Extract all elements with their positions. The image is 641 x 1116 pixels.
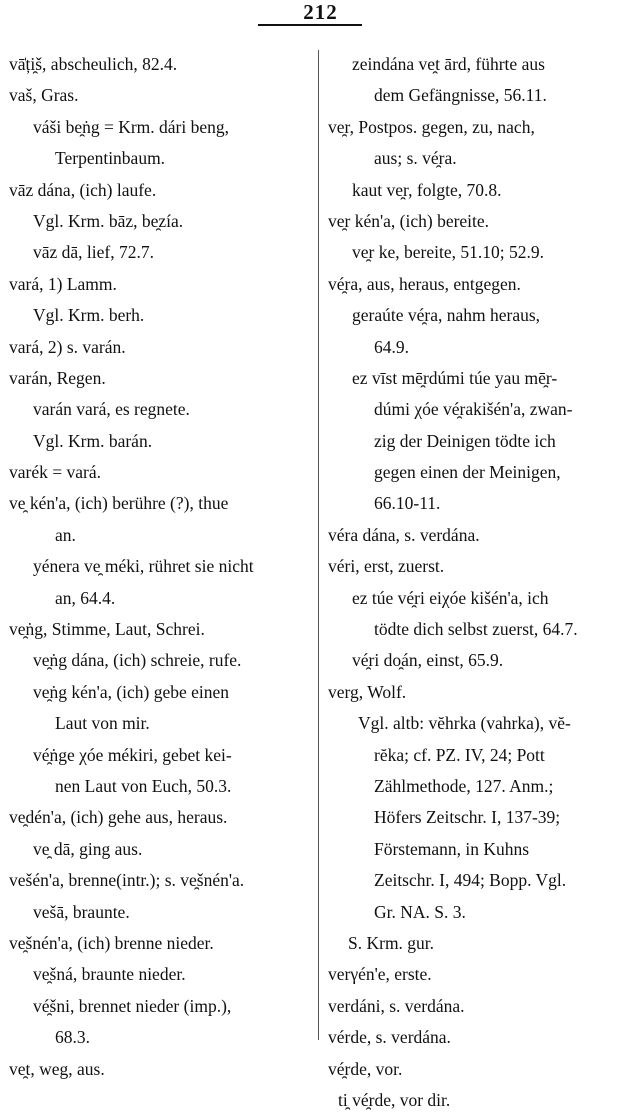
dictionary-line: vé̯šni, brennet nieder (imp.),: [33, 995, 232, 1016]
dictionary-line: ve̯šnén'a, (ich) brenne nieder.: [9, 932, 214, 953]
dictionary-line: vé̯ri do̯án, einst, 65.9.: [352, 650, 504, 671]
dictionary-line: verγén'e, erste.: [328, 964, 432, 985]
dictionary-line: ve̯dén'a, (ich) gehe aus, heraus.: [9, 807, 228, 828]
dictionary-line: ve̯r kén'a, (ich) bereite.: [328, 210, 490, 231]
dictionary-line: véri, erst, zuerst.: [328, 556, 445, 577]
dictionary-line: Zeitschr. I, 494; Bopp. Vgl.: [374, 870, 567, 891]
left-column: [9, 49, 311, 1085]
dictionary-line: Förstemann, in Kuhns: [374, 838, 530, 859]
dictionary-line: dúmi χóe vé̯rakišén'a, zwan-: [374, 399, 573, 420]
dictionary-line: ve̯r ke, bereite, 51.10; 52.9.: [352, 242, 544, 263]
dictionary-line: ez túe vé̯ri eiχóe kišén'a, ich: [352, 587, 549, 608]
dictionary-line: nen Laut von Euch, 50.3.: [55, 775, 232, 796]
dictionary-line: S. Krm. gur.: [348, 932, 435, 953]
dictionary-line: kaut ve̯r, folgte, 70.8.: [352, 179, 502, 200]
dictionary-line: Höfers Zeitschr. I, 137-39;: [374, 807, 561, 828]
dictionary-line: vará, 1) Lamm.: [9, 273, 117, 294]
dictionary-line: vérde, s. verdána.: [328, 1027, 451, 1048]
dictionary-line: ve̯ṅg, Stimme, Laut, Schrei.: [9, 619, 205, 640]
dictionary-line: váši be̯ṅg = Krm. dári beng,: [33, 116, 230, 137]
dictionary-line: ve̯ kén'a, (ich) berühre (?), thue: [9, 493, 229, 514]
dictionary-line: vešén'a, brenne(intr.); s. ve̯šnén'a.: [9, 870, 245, 891]
dictionary-line: Gr. NA. S. 3.: [374, 901, 466, 922]
column-divider: [318, 50, 319, 1040]
dictionary-line: tödte dich selbst zuerst, 64.7.: [374, 619, 578, 640]
page-number: 212: [303, 0, 338, 24]
dictionary-line: an.: [55, 524, 76, 545]
dictionary-line: vé̯ra, aus, heraus, entgegen.: [328, 273, 521, 294]
dictionary-line: zeindána ve̯t ārd, führte aus: [352, 54, 545, 74]
dictionary-line: vešā, braunte.: [33, 901, 130, 922]
dictionary-line: ve̯t, weg, aus.: [9, 1058, 105, 1079]
dictionary-line: vā̍ți̯š, abscheulich, 82.4.: [9, 54, 178, 74]
dictionary-line: verdáni, s. verdána.: [328, 995, 465, 1016]
dictionary-line: Laut von mir.: [55, 713, 150, 734]
dictionary-line: rĕka; cf. PZ. IV, 24; Pott: [374, 744, 545, 765]
dictionary-line: ti̯ vé̯rde, vor dir.: [338, 1089, 451, 1110]
dictionary-line: aus; s. vé̯ra.: [374, 148, 457, 169]
dictionary-line: 64.9.: [374, 336, 409, 357]
dictionary-line: Vgl. Krm. berh.: [33, 305, 145, 326]
dictionary-line: gegen einen der Meinigen,: [374, 462, 561, 483]
dictionary-line: vará, 2) s. varán.: [9, 336, 126, 357]
dictionary-line: Terpentinbaum.: [55, 148, 166, 169]
dictionary-line: Zählmethode, 127. Anm.;: [374, 775, 554, 796]
dictionary-line: ve̯ṅg kén'a, (ich) gebe einen: [33, 681, 230, 702]
dictionary-line: geraúte vé̯ra, nahm heraus,: [352, 305, 541, 326]
dictionary-line: Vgl. altb: vĕhrka (vahrka), vĕ-: [358, 713, 571, 734]
dictionary-line: ve̯šná, braunte nieder.: [33, 964, 186, 985]
dictionary-line: véra dána, s. verdána.: [328, 524, 480, 545]
dictionary-line: ve̯r, Postpos. gegen, zu, nach,: [328, 116, 535, 137]
dictionary-line: vé̯rde, vor.: [328, 1058, 403, 1079]
dictionary-line: dem Gefängnisse, 56.11.: [374, 85, 547, 106]
dictionary-line: vé̯ṅge χóe mékiri, gebet kei-: [33, 744, 232, 765]
dictionary-line: ve̯ṅg dána, (ich) schreie, rufe.: [33, 650, 242, 671]
dictionary-line: varék = vará.: [9, 462, 101, 483]
dictionary-line: Vgl. Krm. barán.: [33, 430, 153, 451]
dictionary-line: vaš, Gras.: [9, 85, 79, 106]
dictionary-line: ez vīst mē̯rdúmi túe yau mē̯r-: [352, 367, 558, 388]
dictionary-line: varán, Regen.: [9, 367, 106, 388]
dictionary-line: vāz dā, lief, 72.7.: [33, 242, 154, 263]
dictionary-line: 68.3.: [55, 1027, 90, 1048]
dictionary-line: verg, Wolf.: [328, 681, 407, 702]
header-rule: [258, 24, 362, 26]
dictionary-line: Vgl. Krm. bāz, be̯zía.: [33, 210, 184, 231]
dictionary-line: vāz dána, (ich) laufe.: [9, 179, 157, 200]
dictionary-line: an, 64.4.: [55, 587, 116, 608]
dictionary-line: ve̯ dā, ging aus.: [33, 838, 143, 859]
dictionary-line: yénera ve̯ méki, rühret sie nicht: [33, 556, 254, 577]
dictionary-line: zig der Deinigen tödte ich: [374, 430, 556, 451]
right-column: [328, 49, 630, 1116]
dictionary-line: varán vará, es regnete.: [33, 399, 190, 420]
dictionary-line: 66.10-11.: [374, 493, 441, 514]
